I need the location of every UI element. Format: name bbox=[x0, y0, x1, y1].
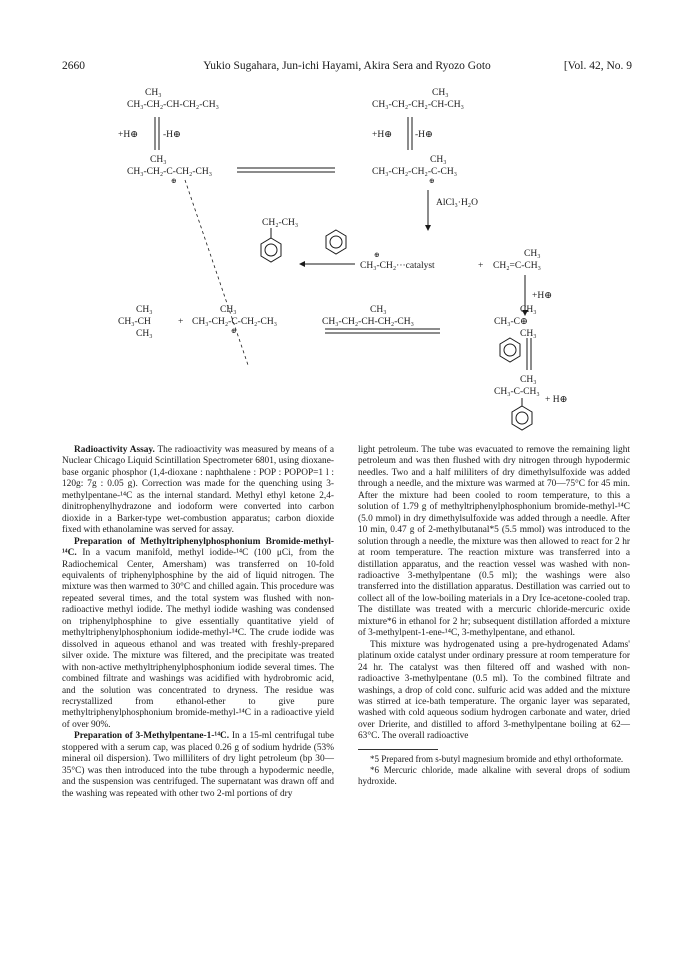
alcl3-reagent: AlCl₃·H₂O bbox=[436, 198, 478, 208]
ch3-label: CH₃ bbox=[150, 155, 167, 165]
section-heading: Radioactivity Assay. bbox=[74, 445, 155, 455]
section-heading: Preparation of Methyltriphenylphosphonium Bromide-methyl-¹⁴C. bbox=[62, 536, 334, 559]
footnote-6: *6 Mercuric chloride, made alkaline with several drops of sodium hydroxide. bbox=[358, 764, 630, 786]
ch3-label: CH₃ bbox=[220, 305, 237, 315]
species-3-methylpentyl-cation: CH₃-CH₂-C-CH₂-CH₃ bbox=[127, 167, 213, 177]
author-line: Yukio Sugahara, Jun-ichi Hayami, Akira Sera and Ryozo Goto bbox=[203, 60, 491, 72]
ch3-label: CH₃ bbox=[145, 88, 162, 98]
left-column bbox=[62, 445, 334, 800]
species-2-methylpentyl-cation: CH₃-CH₂-CH₂-C-CH₃ bbox=[372, 167, 458, 177]
ch3-label: CH₃ bbox=[520, 305, 537, 315]
released-proton: + H⊕ bbox=[545, 395, 568, 405]
ch3-label: CH₃ bbox=[520, 375, 537, 385]
paragraph-continued: light petroleum. The tube was evacuated to remove the remaining light petroleum and was then flushed with dry nitrogen through hypodermic needles. Two and a half mililiters of dry dimethylsulfoxide was added through a needle, and the mixture was warmed at 70—75°C for 45 min. After the mixture had been cooled to room temperature, to this a solution of 1.79 g of methyltriphenylphosphonium bromide-methyl-¹⁴C (5.0 mmol) in dry dimethylsulfoxide was added through a needle. After 10 min, 0.47 g of 2-methylbutanal*5 (5.5 mmol) was introduced to the solution through a needle, the mixture was then allowed to react for 2 hr at room temperature. The reaction mixture was transferred into a distillation apparatus, and the reaction vessel was washed with non-radioactive 3-methylpentane (0.5 ml); the washings were also transferred into the distillation apparatus. Destillation was carried out to collect all of the low-boiling materials in a Dry Ice-acetone-cooled trap. The distillate was treated with a mercuric chloride-mercuric oxide mixture*6 in ethanol for 2 hr; subsequent distillation afforded a mixture of 3-methylpent-1-ene-¹⁴C, 3-methylpentane, and ethanol. bbox=[358, 445, 630, 639]
reaction-scheme bbox=[0, 80, 688, 440]
paragraph-methylpentane-prep: Preparation of 3-Methylpentane-1-¹⁴C. In a 15-ml centrifugal tube stoppered with a serum cap, was placed 0.26 g of sodium hydride (53% mineral oil dispersion). Two milliliters of dry light petroleum (bp 30—35°C) was then introduced into the tube through a hypodermic needle, and the suspension was centrifuged. The supernatant was drawn off and the washing was repeated with other two 2-ml portions of dry bbox=[62, 731, 334, 799]
tbutylbenzene: CH₃-C-CH₃ bbox=[494, 387, 540, 397]
running-header bbox=[62, 60, 632, 76]
plus-proton: +H⊕ bbox=[118, 130, 139, 140]
section-heading: Preparation of 3-Methylpentane-1-¹⁴C. bbox=[74, 731, 230, 742]
cation-charge: ⊕ bbox=[429, 177, 435, 185]
species-3-methylpentyl-cation-bottom: CH₃-CH₂-C-CH₂-CH₃ bbox=[192, 317, 278, 327]
cation-charge: ⊕ bbox=[231, 327, 237, 335]
ch3-label: CH₃ bbox=[370, 305, 387, 315]
dashed-path bbox=[185, 180, 248, 365]
footnote-5: *5 Prepared from s-butyl magnesium bromide and ethyl orthoformate. bbox=[370, 753, 624, 764]
ch3-label: CH₃ bbox=[432, 88, 449, 98]
tbutyl-cation: CH₃-C⊕ bbox=[494, 317, 528, 327]
footnote-rule bbox=[358, 749, 438, 750]
plus-sign: + bbox=[178, 317, 184, 327]
species-3-methylpentane-mid: CH₃-CH₂-CH-CH₂-CH₃ bbox=[322, 317, 414, 327]
benzene-ring-icon bbox=[512, 406, 532, 430]
plus-proton: +H⊕ bbox=[372, 130, 393, 140]
volume-info: [Vol. 42, No. 9 bbox=[563, 60, 632, 72]
cation-charge: ⊕ bbox=[171, 177, 177, 185]
isobutane: CH₃-CH bbox=[118, 317, 151, 327]
benzene-ring-icon bbox=[500, 338, 520, 362]
species-3-methylpentane-left: CH₃-CH₂-CH-CH₂-CH₃ bbox=[127, 100, 219, 110]
ch3-label: CH₃ bbox=[524, 249, 541, 259]
ch3-label: CH₃ bbox=[430, 155, 447, 165]
isobutylene: CH₂=C-CH₃ bbox=[493, 261, 541, 271]
species-2-methylpentane: CH₃-CH₂-CH₂-CH-CH₃ bbox=[372, 100, 464, 110]
ch3-label: CH₃ bbox=[520, 329, 537, 339]
right-column bbox=[358, 445, 630, 787]
page-number: 2660 bbox=[62, 60, 85, 72]
benzene-ring-icon bbox=[326, 230, 346, 254]
catalyst-complex: CH₃-CH₂···catalyst bbox=[360, 261, 435, 271]
benzene-ring-icon bbox=[261, 238, 281, 262]
cation-charge: ⊕ bbox=[374, 251, 380, 259]
minus-proton: -H⊕ bbox=[415, 130, 433, 140]
plus-sign: + bbox=[478, 261, 484, 271]
minus-proton: -H⊕ bbox=[163, 130, 181, 140]
ch3-label: CH₃ bbox=[136, 305, 153, 315]
paragraph-phosphonium-prep: Preparation of Methyltriphenylphosphonium Bromide-methyl-¹⁴C. In a vacum manifold, methyl iodide-¹⁴C (100 μCi, from the Radiochemical Center, Amersham) was transferred on 10-fold equivalents of triphenylphosphine by the aid of liquid nitrogen. The mixture was then warmed to 30°C and chilled again. This procedure was repeated several times, and the total system was flushed with non-radioactive methyl iodide. The methyl iodide washing was condensed on triphenylphosphine to give essentially quantitative yield of methyltriphenylphosphonium iodide-methyl-¹⁴C. The crude iodide was dissolved in aqueous ethanol and was treated with freshly-prepared silver oxide. The mixture was filtered, and the precipitate was treated with non-active methyltriphenylphosphonium iodide several times. The combined filtrate and washings was acidified with hydrobromic acid, and the solution was concentrated to dryness. The residue was recrystallized from ethanol-ether to give pure methyltriphenylphosphonium bromide-methyl-¹⁴C in a radioactive yield of over 90%. bbox=[62, 536, 334, 730]
ethyl-group: CH₂-CH₃ bbox=[262, 218, 299, 228]
ch3-label: CH₃ bbox=[136, 329, 153, 339]
plus-proton: +H⊕ bbox=[532, 291, 553, 301]
paragraph-hydrogenation: This mixture was hydrogenated using a pre-hydrogenated Adams' platinum oxide catalyst under ordinary pressure at room temperature for 24 hr. The catalyst was then filtered off and washed with non-radioactive 3-methylpentane (0.5 ml). To the combined filtrate and washings, a drop of cold conc. sulfuric acid was added and the mixture was stirred at ice-bath temperature. The organic layer was separated, washed with cold aqueous sodium hydrogen carbonate and water, dried over Drierite, and distilled to afford 3-methylpentane boiling at 62—63°C. The overall radioactive bbox=[358, 639, 630, 742]
paragraph-radioactivity-assay: Radioactivity Assay. The radioactivity was measured by means of a Nuclear Chicago Liquid Scintillation Spectrometer 6801, using dioxane-base organic phosphor (1,4-dioxane : naphthalene : POP : POPOP=1 l : 120g: 7g : 0.05 g). Correction was made for the quenching using 3-methylpentane-¹⁴C as the internal standard. Methyl ethyl ketone 2,4-dinitrophenylhydrazone and iodoform were converted into carbon dioxide in a Barker-type wet-combustion apparatus; carbon dioxide fixed with ethanolamine was served for assay. bbox=[62, 445, 334, 536]
